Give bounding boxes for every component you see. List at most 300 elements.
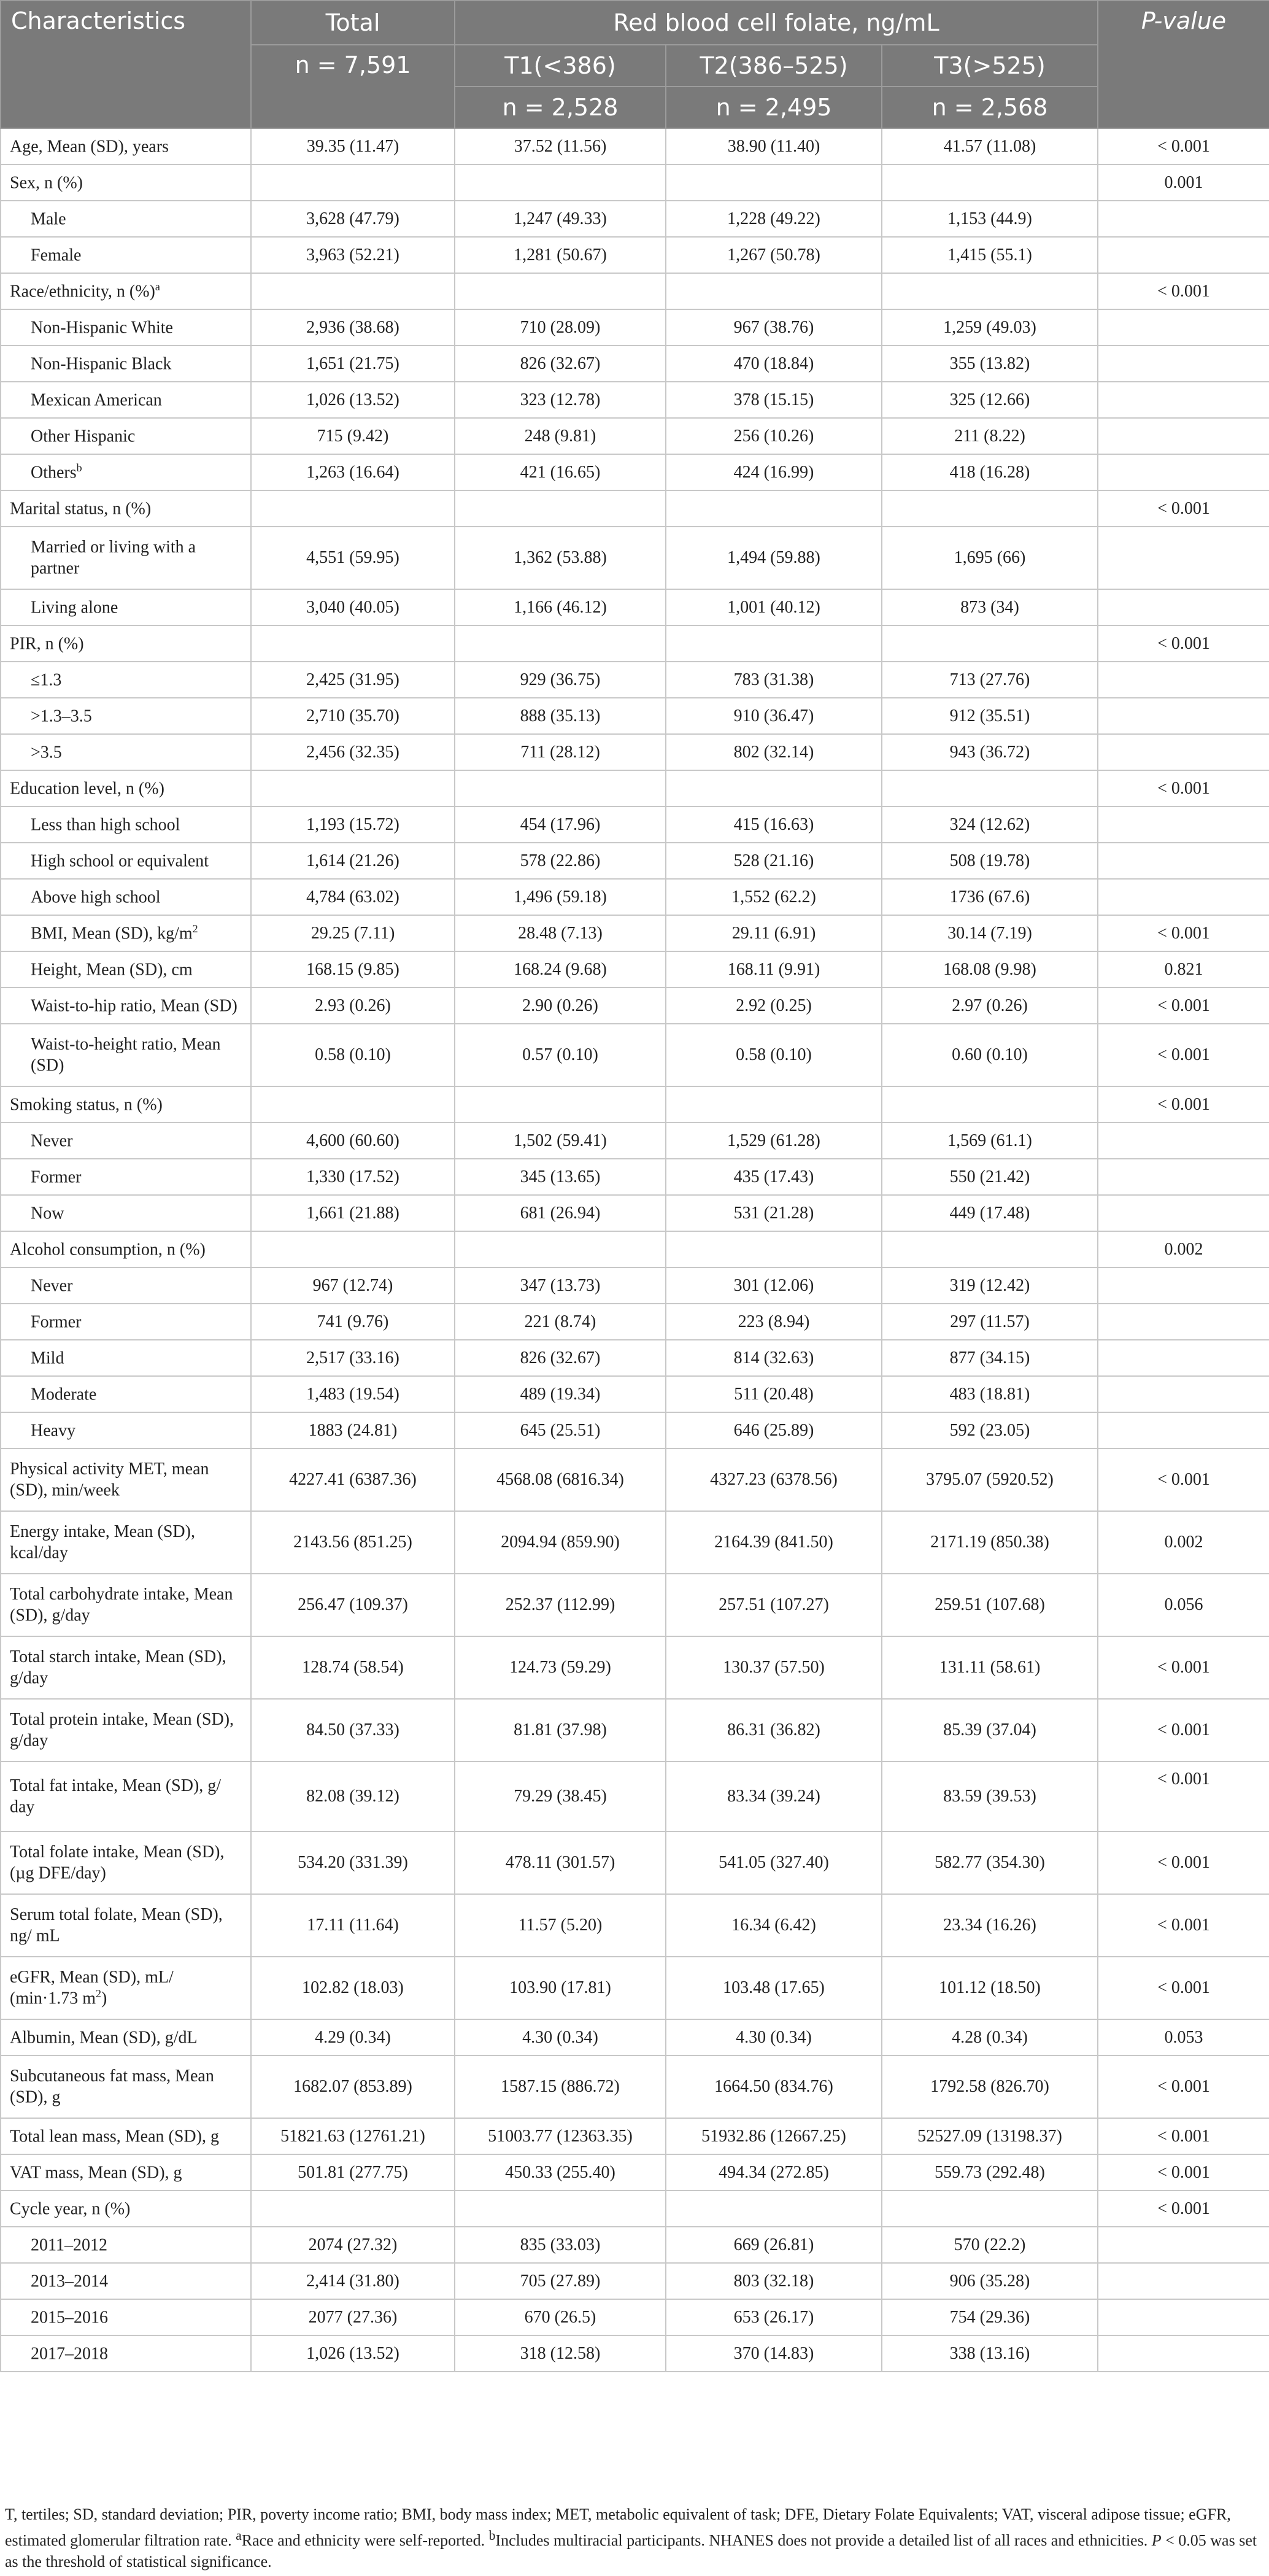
cell-total: 715 (9.42) bbox=[251, 418, 455, 454]
row-label: >3.5 bbox=[1, 734, 251, 770]
row-label: Energy intake, Mean (SD), kcal/day bbox=[1, 1511, 251, 1574]
cell-t3: 483 (18.81) bbox=[882, 1376, 1098, 1412]
cell-p bbox=[1098, 843, 1269, 879]
cell-total: 2,425 (31.95) bbox=[251, 662, 455, 698]
cell-t3: 52527.09 (13198.37) bbox=[882, 2118, 1098, 2154]
table-row-whr bbox=[1, 988, 1269, 1024]
table-row-sex bbox=[1, 164, 1269, 201]
cell-t1: 929 (36.75) bbox=[455, 662, 666, 698]
cell-p: < 0.001 bbox=[1098, 1957, 1269, 2019]
cell-p bbox=[1098, 237, 1269, 273]
row-label: Others$^b$ bbox=[1, 454, 251, 490]
table-row-cycle bbox=[1, 2191, 1269, 2227]
cell-t3: 754 (29.36) bbox=[882, 2299, 1098, 2335]
row-label: Mild bbox=[1, 1340, 251, 1376]
cell-t1: 168.24 (9.68) bbox=[455, 951, 666, 988]
cell-t3: 550 (21.42) bbox=[882, 1159, 1098, 1195]
cell-t2: 38.90 (11.40) bbox=[666, 128, 882, 164]
cell-total bbox=[251, 164, 455, 201]
cell-t3: 338 (13.16) bbox=[882, 2335, 1098, 2372]
cell-t1: 79.29 (38.45) bbox=[455, 1762, 666, 1831]
cell-t2: 1,001 (40.12) bbox=[666, 589, 882, 625]
row-label: >1.3–3.5 bbox=[1, 698, 251, 734]
cell-p bbox=[1098, 1412, 1269, 1449]
cell-total: 4,784 (63.02) bbox=[251, 879, 455, 915]
cell-t3: 1792.58 (826.70) bbox=[882, 2056, 1098, 2118]
cell-t1: 221 (8.74) bbox=[455, 1304, 666, 1340]
row-label: Alcohol consumption, n (%) bbox=[1, 1231, 251, 1267]
cell-t3: 1736 (67.6) bbox=[882, 879, 1098, 915]
cell-t3: 449 (17.48) bbox=[882, 1195, 1098, 1231]
cell-t3: 0.60 (0.10) bbox=[882, 1024, 1098, 1086]
cell-p: < 0.001 bbox=[1098, 2056, 1269, 2118]
cell-t3: 297 (11.57) bbox=[882, 1304, 1098, 1340]
table-row-c1 bbox=[1, 2227, 1269, 2263]
cell-t1 bbox=[455, 273, 666, 309]
header-t2: T2(386–525) bbox=[666, 45, 882, 87]
row-label: Physical activity MET, mean (SD), min/week bbox=[1, 1449, 251, 1511]
cell-t2: 1,494 (59.88) bbox=[666, 527, 882, 589]
table-row-s-former bbox=[1, 1159, 1269, 1195]
cell-t2: 531 (21.28) bbox=[666, 1195, 882, 1231]
row-label: VAT mass, Mean (SD), g bbox=[1, 2154, 251, 2191]
header-t3-n: n = 2,568 bbox=[882, 87, 1098, 128]
cell-total bbox=[251, 2191, 455, 2227]
table-row-edu1 bbox=[1, 806, 1269, 843]
cell-t1 bbox=[455, 625, 666, 662]
cell-t1: 2094.94 (859.90) bbox=[455, 1511, 666, 1574]
cell-p: < 0.001 bbox=[1098, 128, 1269, 164]
cell-total: 1682.07 (853.89) bbox=[251, 2056, 455, 2118]
cell-p bbox=[1098, 454, 1269, 490]
table-row-alone bbox=[1, 589, 1269, 625]
cell-t2 bbox=[666, 2191, 882, 2227]
cell-t2: 257.51 (107.27) bbox=[666, 1574, 882, 1636]
header-group: Red blood cell folate, ng/mL bbox=[455, 1, 1098, 45]
table-row-age bbox=[1, 128, 1269, 164]
table-row-edu2 bbox=[1, 843, 1269, 879]
cell-t2: 435 (17.43) bbox=[666, 1159, 882, 1195]
row-label: Married or living with a partner bbox=[1, 527, 251, 589]
row-label: Total lean mass, Mean (SD), g bbox=[1, 2118, 251, 2154]
cell-t3: 1,153 (44.9) bbox=[882, 201, 1098, 237]
cell-total bbox=[251, 770, 455, 806]
cell-t3: 582.77 (354.30) bbox=[882, 1831, 1098, 1894]
cell-t3: 1,259 (49.03) bbox=[882, 309, 1098, 346]
table-body bbox=[1, 128, 1269, 2372]
table-row-a-mild bbox=[1, 1340, 1269, 1376]
cell-t2: 1,228 (49.22) bbox=[666, 201, 882, 237]
row-label: Total starch intake, Mean (SD), g/day bbox=[1, 1636, 251, 1699]
cell-t3: 873 (34) bbox=[882, 589, 1098, 625]
table-row-c3 bbox=[1, 2299, 1269, 2335]
table-row-a-mod bbox=[1, 1376, 1269, 1412]
table-row-a-never bbox=[1, 1267, 1269, 1304]
cell-p bbox=[1098, 2335, 1269, 2372]
cell-p: < 0.001 bbox=[1098, 1762, 1269, 1831]
cell-t1: 4568.08 (6816.34) bbox=[455, 1449, 666, 1511]
cell-total: 1,614 (21.26) bbox=[251, 843, 455, 879]
cell-t2: 86.31 (36.82) bbox=[666, 1699, 882, 1762]
cell-t1: 2.90 (0.26) bbox=[455, 988, 666, 1024]
table-row-mex bbox=[1, 382, 1269, 418]
cell-total: 2,414 (31.80) bbox=[251, 2263, 455, 2299]
row-label: Now bbox=[1, 1195, 251, 1231]
cell-total: 2.93 (0.26) bbox=[251, 988, 455, 1024]
cell-t3: 4.28 (0.34) bbox=[882, 2019, 1098, 2056]
cell-p: < 0.001 bbox=[1098, 1831, 1269, 1894]
cell-t1: 1,496 (59.18) bbox=[455, 879, 666, 915]
cell-total: 501.81 (277.75) bbox=[251, 2154, 455, 2191]
cell-t2: 541.05 (327.40) bbox=[666, 1831, 882, 1894]
cell-p: < 0.001 bbox=[1098, 1449, 1269, 1511]
header-t1: T1(<386) bbox=[455, 45, 666, 87]
cell-total: 1,193 (15.72) bbox=[251, 806, 455, 843]
cell-t3 bbox=[882, 1231, 1098, 1267]
cell-total: 2,517 (33.16) bbox=[251, 1340, 455, 1376]
cell-p bbox=[1098, 2227, 1269, 2263]
cell-total: 1883 (24.81) bbox=[251, 1412, 455, 1449]
cell-p bbox=[1098, 1123, 1269, 1159]
cell-t2: 370 (14.83) bbox=[666, 2335, 882, 2372]
row-label: High school or equivalent bbox=[1, 843, 251, 879]
cell-t1: 1587.15 (886.72) bbox=[455, 2056, 666, 2118]
cell-total: 2,936 (38.68) bbox=[251, 309, 455, 346]
cell-total: 0.58 (0.10) bbox=[251, 1024, 455, 1086]
cell-t1: 1,362 (53.88) bbox=[455, 527, 666, 589]
cell-total: 102.82 (18.03) bbox=[251, 1957, 455, 2019]
row-label: Total fat intake, Mean (SD), g/ day bbox=[1, 1762, 251, 1831]
row-label: 2011–2012 bbox=[1, 2227, 251, 2263]
cell-t1: 37.52 (11.56) bbox=[455, 128, 666, 164]
cell-t3: 592 (23.05) bbox=[882, 1412, 1098, 1449]
table-row-c4 bbox=[1, 2335, 1269, 2372]
cell-t1: 681 (26.94) bbox=[455, 1195, 666, 1231]
cell-t3: 559.73 (292.48) bbox=[882, 2154, 1098, 2191]
table-row-pir1 bbox=[1, 662, 1269, 698]
row-label: Moderate bbox=[1, 1376, 251, 1412]
cell-p bbox=[1098, 806, 1269, 843]
cell-total: 4,551 (59.95) bbox=[251, 527, 455, 589]
cell-t2: 669 (26.81) bbox=[666, 2227, 882, 2263]
cell-total: 2,710 (35.70) bbox=[251, 698, 455, 734]
cell-t3 bbox=[882, 490, 1098, 527]
cell-total: 967 (12.74) bbox=[251, 1267, 455, 1304]
cell-p: < 0.001 bbox=[1098, 1636, 1269, 1699]
row-label: Total protein intake, Mean (SD), g/day bbox=[1, 1699, 251, 1762]
cell-t2: 802 (32.14) bbox=[666, 734, 882, 770]
cell-t2: 223 (8.94) bbox=[666, 1304, 882, 1340]
cell-t2: 470 (18.84) bbox=[666, 346, 882, 382]
table-row-lean bbox=[1, 2118, 1269, 2154]
cell-p: < 0.001 bbox=[1098, 2118, 1269, 2154]
cell-t1: 124.73 (59.29) bbox=[455, 1636, 666, 1699]
cell-p: 0.002 bbox=[1098, 1231, 1269, 1267]
cell-t3: 508 (19.78) bbox=[882, 843, 1098, 879]
cell-t1 bbox=[455, 164, 666, 201]
cell-t3: 570 (22.2) bbox=[882, 2227, 1098, 2263]
cell-p bbox=[1098, 418, 1269, 454]
cell-p bbox=[1098, 1340, 1269, 1376]
cell-t2: 1,267 (50.78) bbox=[666, 237, 882, 273]
cell-t3: 131.11 (58.61) bbox=[882, 1636, 1098, 1699]
table-row-race bbox=[1, 273, 1269, 309]
cell-t1: 1,281 (50.67) bbox=[455, 237, 666, 273]
table-row-s-never bbox=[1, 1123, 1269, 1159]
cell-t1: 826 (32.67) bbox=[455, 346, 666, 382]
cell-t2: 814 (32.63) bbox=[666, 1340, 882, 1376]
cell-t3 bbox=[882, 770, 1098, 806]
cell-t1: 1,247 (49.33) bbox=[455, 201, 666, 237]
cell-t3: 319 (12.42) bbox=[882, 1267, 1098, 1304]
cell-t2: 967 (38.76) bbox=[666, 309, 882, 346]
row-label: 2013–2014 bbox=[1, 2263, 251, 2299]
cell-t2 bbox=[666, 164, 882, 201]
cell-t2: 646 (25.89) bbox=[666, 1412, 882, 1449]
cell-t2: 424 (16.99) bbox=[666, 454, 882, 490]
header-t1-n: n = 2,528 bbox=[455, 87, 666, 128]
header-pvalue: P-value bbox=[1098, 1, 1269, 128]
table-row-male bbox=[1, 201, 1269, 237]
row-label: Heavy bbox=[1, 1412, 251, 1449]
cell-t3: 912 (35.51) bbox=[882, 698, 1098, 734]
header-characteristics: Characteristics bbox=[1, 1, 251, 128]
cell-t3: 101.12 (18.50) bbox=[882, 1957, 1098, 2019]
header-total: Total bbox=[251, 1, 455, 45]
cell-t1 bbox=[455, 490, 666, 527]
cell-total bbox=[251, 1231, 455, 1267]
cell-t1: 11.57 (5.20) bbox=[455, 1894, 666, 1957]
cell-t2: 4327.23 (6378.56) bbox=[666, 1449, 882, 1511]
cell-total: 1,026 (13.52) bbox=[251, 382, 455, 418]
cell-t1: 28.48 (7.13) bbox=[455, 915, 666, 951]
cell-t2: 1664.50 (834.76) bbox=[666, 2056, 882, 2118]
table-row-edu3 bbox=[1, 879, 1269, 915]
cell-p bbox=[1098, 2299, 1269, 2335]
cell-t3: 355 (13.82) bbox=[882, 346, 1098, 382]
table-row-serum bbox=[1, 1894, 1269, 1957]
cell-total: 2074 (27.32) bbox=[251, 2227, 455, 2263]
cell-p bbox=[1098, 879, 1269, 915]
table-footnote: T, tertiles; SD, standard deviation; PIR, poverty income ratio; BMI, body mass index; MET, metabolic equivalent of task; DFE, Dietary Folate Equivalents; VAT, visceral adipose tissue; eGFR, estimated glomerular filtration rate. $^a$Race and ethnicity were self-reported. $^b$Includes multiracial participants. NHANES does not provide a detailed list of all races and ethnicities. P < 0.05 was set as the threshold of statistical significance. bbox=[5, 2505, 1257, 2570]
table-row-pir bbox=[1, 625, 1269, 662]
cell-t3: 23.34 (16.26) bbox=[882, 1894, 1098, 1957]
row-label: Non-Hispanic Black bbox=[1, 346, 251, 382]
cell-t1: 318 (12.58) bbox=[455, 2335, 666, 2372]
cell-p: < 0.001 bbox=[1098, 2154, 1269, 2191]
cell-p: < 0.001 bbox=[1098, 988, 1269, 1024]
cell-p: 0.821 bbox=[1098, 951, 1269, 988]
cell-t1 bbox=[455, 1086, 666, 1123]
cell-t3: 906 (35.28) bbox=[882, 2263, 1098, 2299]
cell-p bbox=[1098, 1267, 1269, 1304]
cell-total: 3,628 (47.79) bbox=[251, 201, 455, 237]
row-label: Subcutaneous fat mass, Mean (SD), g bbox=[1, 2056, 251, 2118]
row-label: Waist-to-hip ratio, Mean (SD) bbox=[1, 988, 251, 1024]
table-row-egfr bbox=[1, 1957, 1269, 2019]
cell-t2 bbox=[666, 490, 882, 527]
cell-t1: 347 (13.73) bbox=[455, 1267, 666, 1304]
cell-t3 bbox=[882, 625, 1098, 662]
row-label: Marital status, n (%) bbox=[1, 490, 251, 527]
cell-t2: 83.34 (39.24) bbox=[666, 1762, 882, 1831]
table-row-fat bbox=[1, 1762, 1269, 1831]
cell-t3: 168.08 (9.98) bbox=[882, 951, 1098, 988]
cell-t3: 85.39 (37.04) bbox=[882, 1699, 1098, 1762]
cell-t3 bbox=[882, 2191, 1098, 2227]
table-row-carb bbox=[1, 1574, 1269, 1636]
table-row-whtr bbox=[1, 1024, 1269, 1086]
row-label: Other Hispanic bbox=[1, 418, 251, 454]
row-label: PIR, n (%) bbox=[1, 625, 251, 662]
cell-t3: 877 (34.15) bbox=[882, 1340, 1098, 1376]
cell-t2: 783 (31.38) bbox=[666, 662, 882, 698]
cell-t2: 168.11 (9.91) bbox=[666, 951, 882, 988]
row-label: Total folate intake, Mean (SD), (µg DFE/day) bbox=[1, 1831, 251, 1894]
cell-t2: 528 (21.16) bbox=[666, 843, 882, 879]
cell-p: < 0.001 bbox=[1098, 1086, 1269, 1123]
table-row-s-now bbox=[1, 1195, 1269, 1231]
cell-total: 1,651 (21.75) bbox=[251, 346, 455, 382]
table-row-folate bbox=[1, 1831, 1269, 1894]
cell-total: 534.20 (331.39) bbox=[251, 1831, 455, 1894]
table-row-alc bbox=[1, 1231, 1269, 1267]
row-label: 2017–2018 bbox=[1, 2335, 251, 2372]
row-label: eGFR, Mean (SD), mL/ (min·1.73 $m^2$) bbox=[1, 1957, 251, 2019]
row-label: Albumin, Mean (SD), g/dL bbox=[1, 2019, 251, 2056]
row-label: Male bbox=[1, 201, 251, 237]
cell-t2: 0.58 (0.10) bbox=[666, 1024, 882, 1086]
cell-t1: 478.11 (301.57) bbox=[455, 1831, 666, 1894]
cell-t1: 450.33 (255.40) bbox=[455, 2154, 666, 2191]
cell-t1: 1,166 (46.12) bbox=[455, 589, 666, 625]
cell-t2: 1,529 (61.28) bbox=[666, 1123, 882, 1159]
cell-t1: 645 (25.51) bbox=[455, 1412, 666, 1449]
cell-total bbox=[251, 273, 455, 309]
table-row-starch bbox=[1, 1636, 1269, 1699]
cell-total: 168.15 (9.85) bbox=[251, 951, 455, 988]
row-label: Former bbox=[1, 1304, 251, 1340]
cell-p bbox=[1098, 1195, 1269, 1231]
table-row-edu bbox=[1, 770, 1269, 806]
cell-p: 0.001 bbox=[1098, 164, 1269, 201]
cell-p: < 0.001 bbox=[1098, 1894, 1269, 1957]
row-label: Above high school bbox=[1, 879, 251, 915]
table-row-pir3 bbox=[1, 734, 1269, 770]
cell-t2: 2164.39 (841.50) bbox=[666, 1511, 882, 1574]
cell-p bbox=[1098, 589, 1269, 625]
cell-t3: 2171.19 (850.38) bbox=[882, 1511, 1098, 1574]
table-row-smoke bbox=[1, 1086, 1269, 1123]
row-label: Smoking status, n (%) bbox=[1, 1086, 251, 1123]
cell-t1: 323 (12.78) bbox=[455, 382, 666, 418]
cell-t2: 653 (26.17) bbox=[666, 2299, 882, 2335]
row-label: Race/ethnicity, n (%)$^a$ bbox=[1, 273, 251, 309]
table-row-pa bbox=[1, 1449, 1269, 1511]
cell-total: 51821.63 (12761.21) bbox=[251, 2118, 455, 2154]
header-t3: T3(>525) bbox=[882, 45, 1098, 87]
cell-total: 39.35 (11.47) bbox=[251, 128, 455, 164]
cell-t1: 1,502 (59.41) bbox=[455, 1123, 666, 1159]
cell-t2 bbox=[666, 1086, 882, 1123]
cell-p bbox=[1098, 734, 1269, 770]
cell-t2: 130.37 (57.50) bbox=[666, 1636, 882, 1699]
cell-t1: 711 (28.12) bbox=[455, 734, 666, 770]
row-label: Former bbox=[1, 1159, 251, 1195]
row-label: Less than high school bbox=[1, 806, 251, 843]
cell-total: 1,026 (13.52) bbox=[251, 2335, 455, 2372]
cell-total bbox=[251, 490, 455, 527]
cell-t1: 670 (26.5) bbox=[455, 2299, 666, 2335]
cell-t2: 378 (15.15) bbox=[666, 382, 882, 418]
cell-p: < 0.001 bbox=[1098, 2191, 1269, 2227]
cell-t1: 51003.77 (12363.35) bbox=[455, 2118, 666, 2154]
cell-t1: 710 (28.09) bbox=[455, 309, 666, 346]
cell-t1: 888 (35.13) bbox=[455, 698, 666, 734]
cell-total: 2,456 (32.35) bbox=[251, 734, 455, 770]
cell-total: 29.25 (7.11) bbox=[251, 915, 455, 951]
cell-total bbox=[251, 625, 455, 662]
cell-t2: 511 (20.48) bbox=[666, 1376, 882, 1412]
row-label: Female bbox=[1, 237, 251, 273]
cell-t1: 835 (33.03) bbox=[455, 2227, 666, 2263]
cell-total: 741 (9.76) bbox=[251, 1304, 455, 1340]
cell-p bbox=[1098, 382, 1269, 418]
cell-p: < 0.001 bbox=[1098, 625, 1269, 662]
cell-p: < 0.001 bbox=[1098, 273, 1269, 309]
cell-p: < 0.001 bbox=[1098, 915, 1269, 951]
cell-p bbox=[1098, 309, 1269, 346]
row-label: Never bbox=[1, 1123, 251, 1159]
cell-t3: 211 (8.22) bbox=[882, 418, 1098, 454]
cell-t2: 1,552 (62.2) bbox=[666, 879, 882, 915]
row-label: Sex, n (%) bbox=[1, 164, 251, 201]
cell-p: < 0.001 bbox=[1098, 770, 1269, 806]
table-row-vat bbox=[1, 2154, 1269, 2191]
cell-p bbox=[1098, 1304, 1269, 1340]
row-label: 2015–2016 bbox=[1, 2299, 251, 2335]
cell-t2 bbox=[666, 1231, 882, 1267]
cell-total: 2143.56 (851.25) bbox=[251, 1511, 455, 1574]
cell-total: 1,661 (21.88) bbox=[251, 1195, 455, 1231]
table-row-nhb bbox=[1, 346, 1269, 382]
cell-t2: 256 (10.26) bbox=[666, 418, 882, 454]
table-row-energy bbox=[1, 1511, 1269, 1574]
cell-p bbox=[1098, 2263, 1269, 2299]
row-label: Waist-to-height ratio, Mean (SD) bbox=[1, 1024, 251, 1086]
cell-p: < 0.001 bbox=[1098, 490, 1269, 527]
cell-t1: 489 (19.34) bbox=[455, 1376, 666, 1412]
cell-p: 0.056 bbox=[1098, 1574, 1269, 1636]
cell-t2: 910 (36.47) bbox=[666, 698, 882, 734]
cell-t2 bbox=[666, 273, 882, 309]
cell-t1: 252.37 (112.99) bbox=[455, 1574, 666, 1636]
table-row-a-former bbox=[1, 1304, 1269, 1340]
cell-total: 128.74 (58.54) bbox=[251, 1636, 455, 1699]
cell-total: 84.50 (37.33) bbox=[251, 1699, 455, 1762]
cell-t3 bbox=[882, 164, 1098, 201]
cell-total: 1,263 (16.64) bbox=[251, 454, 455, 490]
cell-t3: 418 (16.28) bbox=[882, 454, 1098, 490]
row-label: Mexican American bbox=[1, 382, 251, 418]
cell-t1: 578 (22.86) bbox=[455, 843, 666, 879]
cell-p bbox=[1098, 201, 1269, 237]
cell-t3: 325 (12.66) bbox=[882, 382, 1098, 418]
cell-total: 3,963 (52.21) bbox=[251, 237, 455, 273]
row-label: Living alone bbox=[1, 589, 251, 625]
cell-t2: 29.11 (6.91) bbox=[666, 915, 882, 951]
row-label: Total carbohydrate intake, Mean (SD), g/day bbox=[1, 1574, 251, 1636]
